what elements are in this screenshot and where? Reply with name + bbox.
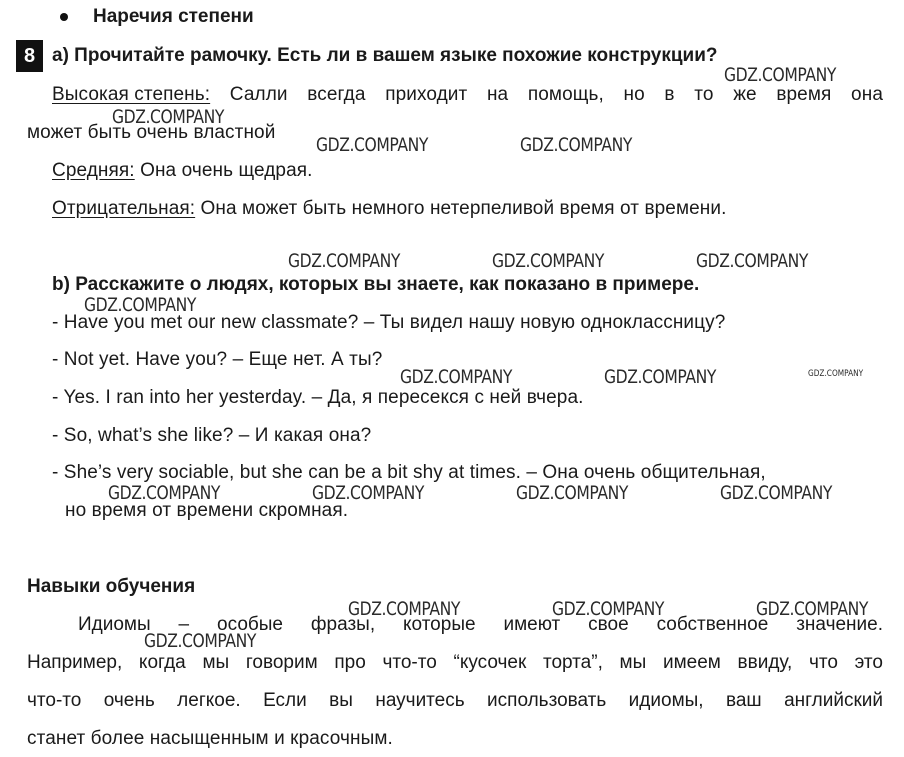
watermark: GDZ.COMPANY xyxy=(808,369,864,379)
watermark: GDZ.COMPANY xyxy=(108,482,221,504)
dialog-line: - She’s very sociable, but she can be a bit shy at times. – Она очень общительная, xyxy=(52,462,766,483)
skills-paragraph-line: Идиомы – особые фразы, которые имеют свое собственное значение. xyxy=(78,614,883,635)
part-a-title: a) Прочитайте рамочку. Есть ли в вашем языке похожие конструкции? xyxy=(52,45,718,66)
dialog-line: - So, what’s she like? – И какая она? xyxy=(52,425,372,446)
negative-degree-line xyxy=(52,198,726,220)
skills-paragraph-line: что-то очень легкое. Если вы научитесь использовать идиомы, ваш английский xyxy=(27,690,883,711)
watermark: GDZ.COMPANY xyxy=(520,134,633,156)
part-b-title: b) Расскажите о людях, которых вы знаете, как показано в примере. xyxy=(52,274,700,295)
watermark: GDZ.COMPANY xyxy=(724,64,837,86)
watermark: GDZ.COMPANY xyxy=(756,598,869,620)
watermark: GDZ.COMPANY xyxy=(516,482,629,504)
watermark: GDZ.COMPANY xyxy=(112,106,225,128)
watermark: GDZ.COMPANY xyxy=(312,482,425,504)
high-degree-text: Салли всегда приходит на помощь, но в то же время она xyxy=(210,84,883,105)
dialog-line: - Have you met our new classmate? – Ты видел нашу новую одноклассницу? xyxy=(52,312,726,333)
watermark: GDZ.COMPANY xyxy=(604,366,717,388)
watermark: GDZ.COMPANY xyxy=(720,482,833,504)
watermark: GDZ.COMPANY xyxy=(348,598,461,620)
skills-paragraph-line: Например, когда мы говорим про что-то “кусочек торта”, мы имеем ввиду, что это xyxy=(27,652,883,673)
watermark: GDZ.COMPANY xyxy=(316,134,429,156)
negative-degree-text: Она может быть немного нетерпеливой время от времени. xyxy=(195,198,727,219)
watermark: GDZ.COMPANY xyxy=(552,598,665,620)
watermark: GDZ.COMPANY xyxy=(288,250,401,272)
skills-heading: Навыки обучения xyxy=(27,576,196,597)
watermark: GDZ.COMPANY xyxy=(84,294,197,316)
medium-degree-line xyxy=(52,160,313,182)
watermark: GDZ.COMPANY xyxy=(400,366,513,388)
high-degree-text-cont: может быть очень властной xyxy=(27,122,276,143)
dialog-line: но время от времени скромная. xyxy=(65,500,349,521)
skills-paragraph-line: станет более насыщенным и красочным. xyxy=(27,728,393,749)
high-degree-line xyxy=(52,84,883,106)
exercise-number-badge: 8 xyxy=(16,40,43,72)
bullet-icon xyxy=(60,13,68,21)
medium-degree-label: Средняя: xyxy=(52,160,135,181)
watermark: GDZ.COMPANY xyxy=(696,250,809,272)
watermark: GDZ.COMPANY xyxy=(492,250,605,272)
section-heading-adverbs: Наречия степени xyxy=(93,6,254,27)
high-degree-label: Высокая степень: xyxy=(52,84,211,105)
negative-degree-label: Отрицательная: xyxy=(52,198,196,219)
medium-degree-text: Она очень щедрая. xyxy=(134,160,313,181)
dialog-line: - Yes. I ran into her yesterday. – Да, я пересекся с ней вчера. xyxy=(52,387,584,408)
watermark: GDZ.COMPANY xyxy=(144,630,257,652)
dialog-line: - Not yet. Have you? – Еще нет. А ты? xyxy=(52,349,383,370)
